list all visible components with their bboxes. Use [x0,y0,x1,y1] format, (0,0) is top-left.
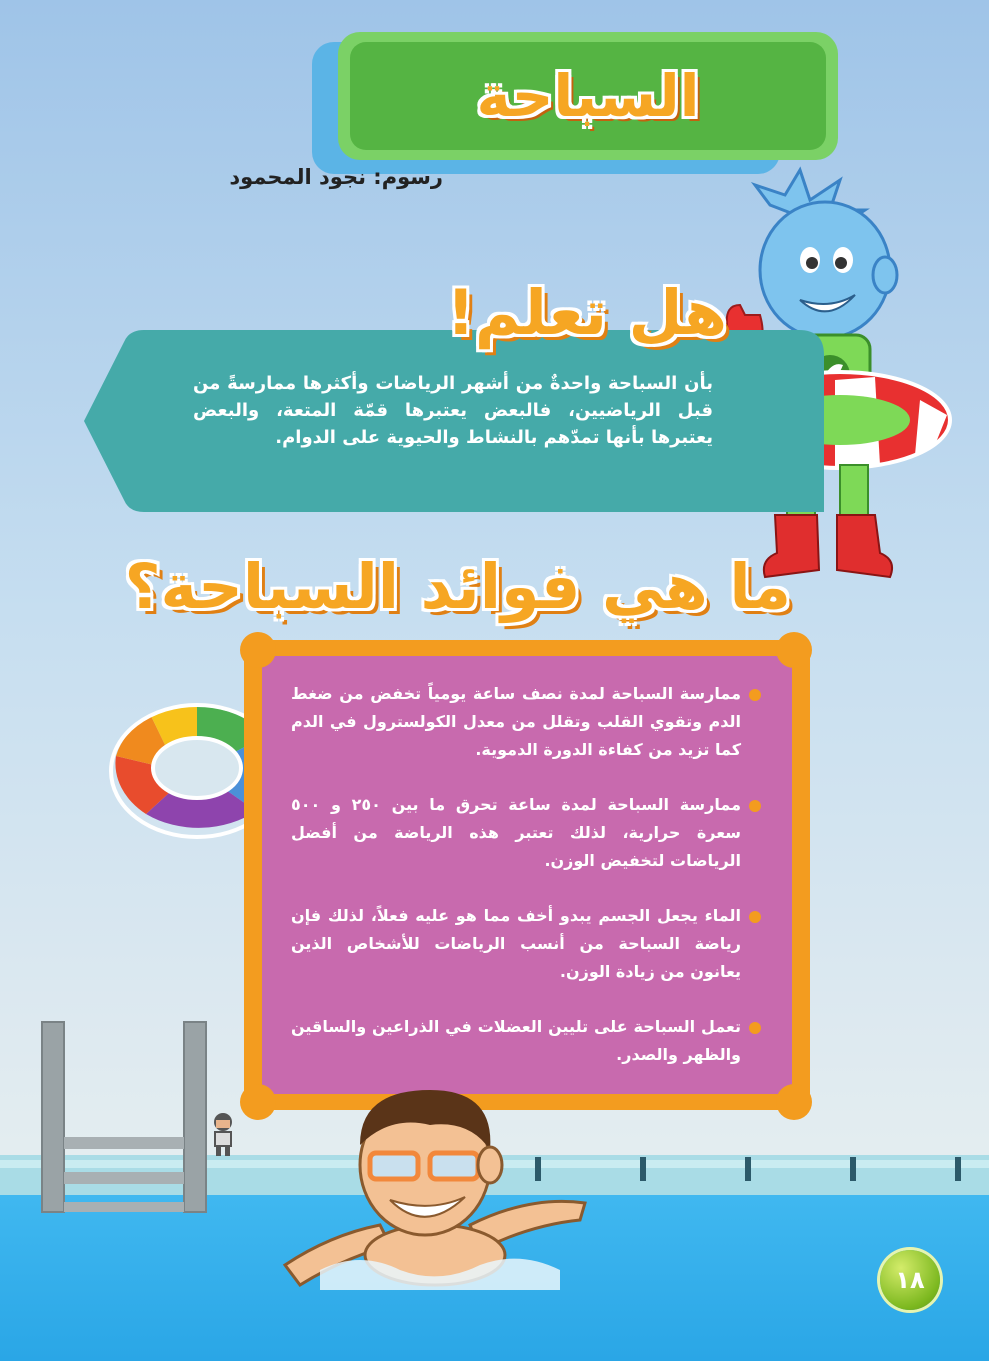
frame-corner [776,632,812,668]
bullet-icon [749,689,761,701]
frame-corner [240,1084,276,1120]
pool-ladder-illustration [38,1012,214,1217]
small-character-illustration [208,1112,238,1158]
list-item [291,791,761,875]
list-item [291,680,761,764]
page-number: ١٨ [880,1250,940,1310]
page-title: السباحة [476,62,700,130]
did-you-know-heading: هل تعلم! [446,276,727,349]
illustration-credit: رسوم: نجود المحمود [229,165,443,189]
swimmer-illustration [280,1085,610,1305]
list-item [291,1013,761,1069]
did-you-know-text: بأن السباحة واحدةٌ من أشهر الرياضات وأكثرها ممارسةً من قبل الرياضيين، فالبعض يعتبرها قمّة المتعة، والبعض يعتبرها بأنها تمدّهم بالنشاط والحيوية على الدوام. [193,373,713,448]
bullet-icon [749,1022,761,1034]
benefit-text: تعمل السباحة على تليين العضلات في الذراعين والساقين والظهر والصدر. [291,1017,741,1064]
bullet-icon [749,911,761,923]
benefits-list [291,680,761,1096]
list-item [291,902,761,986]
benefit-text: ممارسة السباحة لمدة نصف ساعة يومياً تخفض من ضغط الدم وتقوي القلب وتقلل من معدل الكولسترول في الدم كما تزيد من كفاءة الدورة الدموية. [291,684,741,759]
bullet-icon [749,800,761,812]
benefits-heading: ما هي فوائد السباحة؟ [124,550,791,623]
benefit-text: الماء يجعل الجسم يبدو أخف مما هو عليه فعلاً، لذلك فإن رياضة السباحة من أنسب الرياضات للأشخاص الذين يعانون من زيادة الوزن. [291,906,741,981]
frame-corner [240,632,276,668]
benefit-text: ممارسة السباحة لمدة ساعة تحرق ما بين ٢٥٠ و ٥٠٠ سعرة حرارية، لذلك تعتبر هذه الرياضة من أفضل الرياضات لتخفيض الوزن. [291,795,741,870]
frame-corner [776,1084,812,1120]
